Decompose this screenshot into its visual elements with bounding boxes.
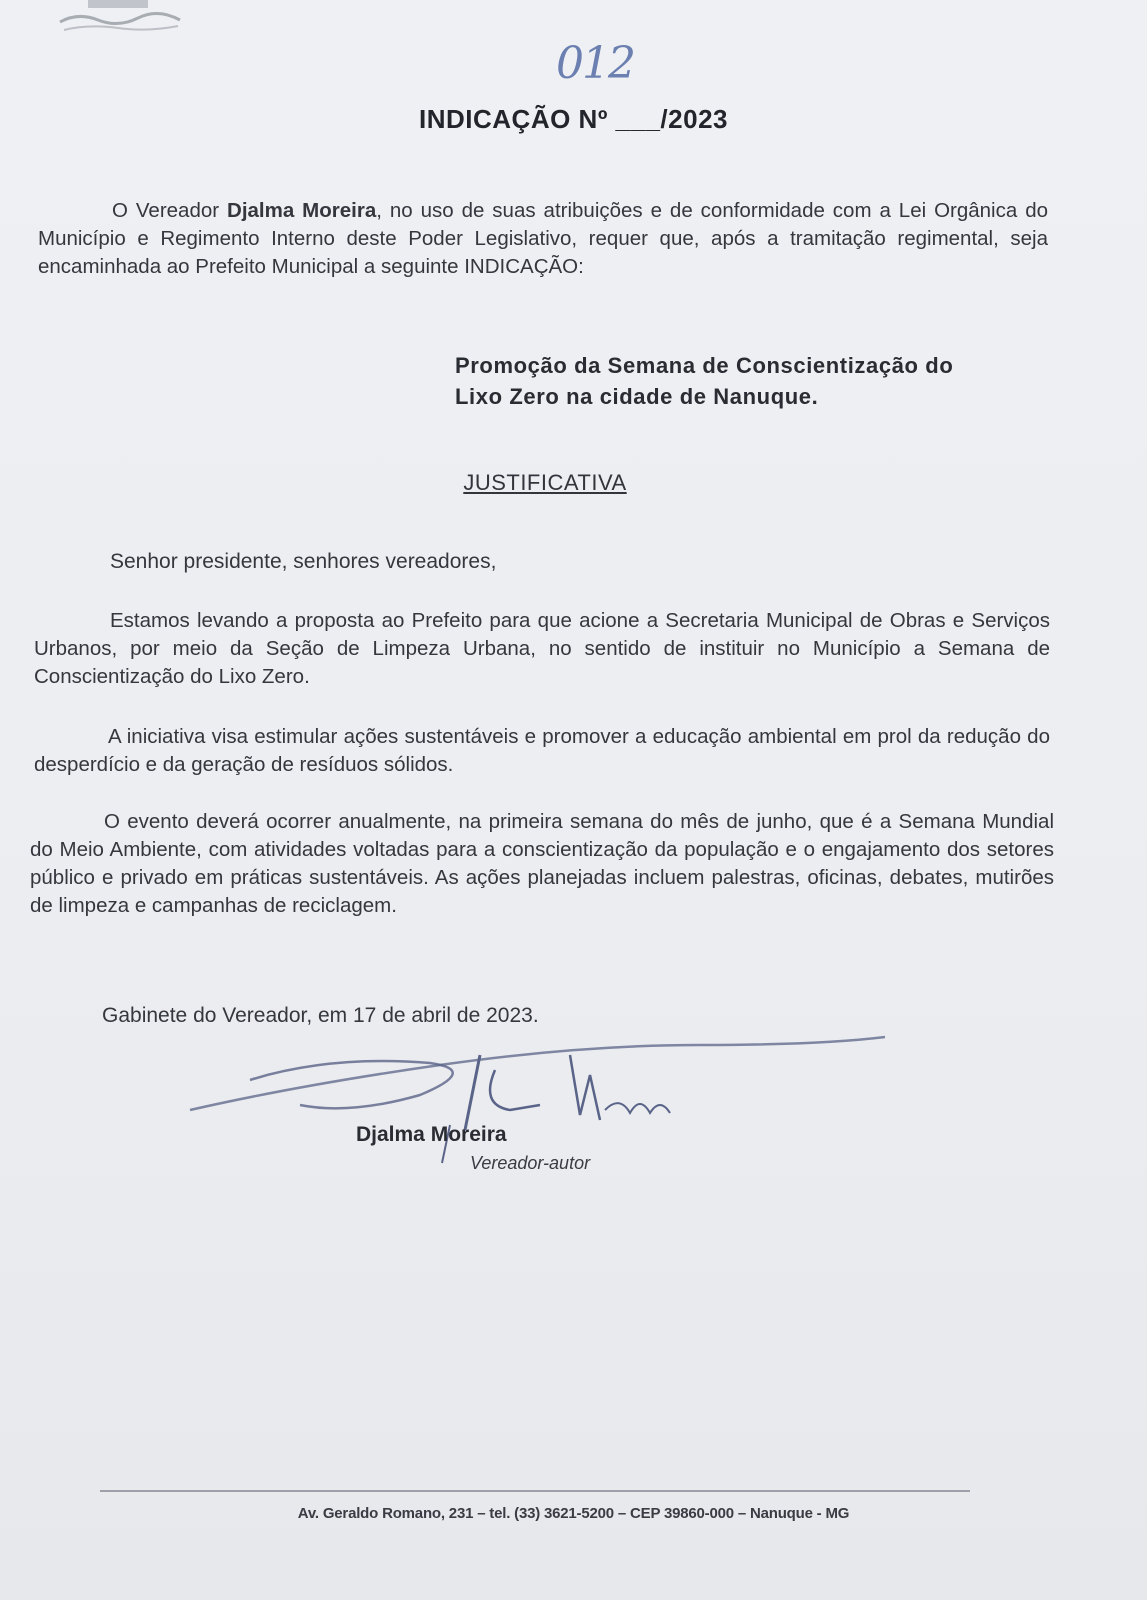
salutation: Senhor presidente, senhores vereadores,	[110, 550, 497, 573]
paragraph-1: Estamos levando a proposta ao Prefeito para que acione a Secretaria Municipal de Obras e Serviços Urbanos, por meio da Seção de Limpeza Urbana, no sentido de instituir no Município a Semana de Conscientização do Lixo Zero.	[34, 609, 1050, 688]
paragraph-2: A iniciativa visa estimular ações sustentáveis e promover a educação ambiental em prol da redução do desperdício e da geração de resíduos sólidos.	[34, 725, 1050, 776]
signature-icon	[180, 1025, 900, 1165]
section-heading: JUSTIFICATIVA	[463, 470, 627, 495]
subject-line-2: Lixo Zero na cidade de Nanuque.	[455, 384, 819, 409]
footer-address: Av. Geraldo Romano, 231 – tel. (33) 3621-5200 – CEP 39860-000 – Nanuque - MG	[297, 1505, 850, 1522]
intro-rest: , no uso de suas atribuições e de conformidade com a Lei Orgânica do Município e Regimento Interno deste Poder Legislativo, requer que, após a tramitação regimental, seja encaminhada ao Prefeito Municipal a seguinte INDICAÇÃO:	[38, 199, 1048, 278]
intro-author: Djalma Moreira	[227, 199, 377, 222]
handwritten-number: 012	[556, 38, 634, 89]
subject	[455, 350, 1055, 412]
intro-paragraph	[38, 197, 1048, 281]
document-title: INDICAÇÃO Nº ___/2023	[419, 104, 728, 134]
subject-line-1: Promoção da Semana de Conscientização do	[455, 353, 954, 378]
footer-divider	[100, 1490, 970, 1492]
paragraph-3: O evento deverá ocorrer anualmente, na primeira semana do mês de junho, que é a Semana Mundial do Meio Ambiente, com atividades voltadas para a conscientização da população e o engajamento dos setores público e privado em práticas sustentáveis. As ações planejadas incluem palestras, oficinas, debates, mutirões de limpeza e campanhas de reciclagem.	[30, 810, 1054, 917]
letterhead-header-fragment	[440, 0, 860, 8]
signer-role: Vereador-autor	[470, 1153, 591, 1173]
signer-name: Djalma Moreira	[356, 1123, 507, 1146]
place-date: Gabinete do Vereador, em 17 de abril de 2023.	[102, 1004, 539, 1027]
municipal-seal-icon	[58, 0, 183, 38]
intro-prefix: O Vereador	[112, 199, 228, 222]
